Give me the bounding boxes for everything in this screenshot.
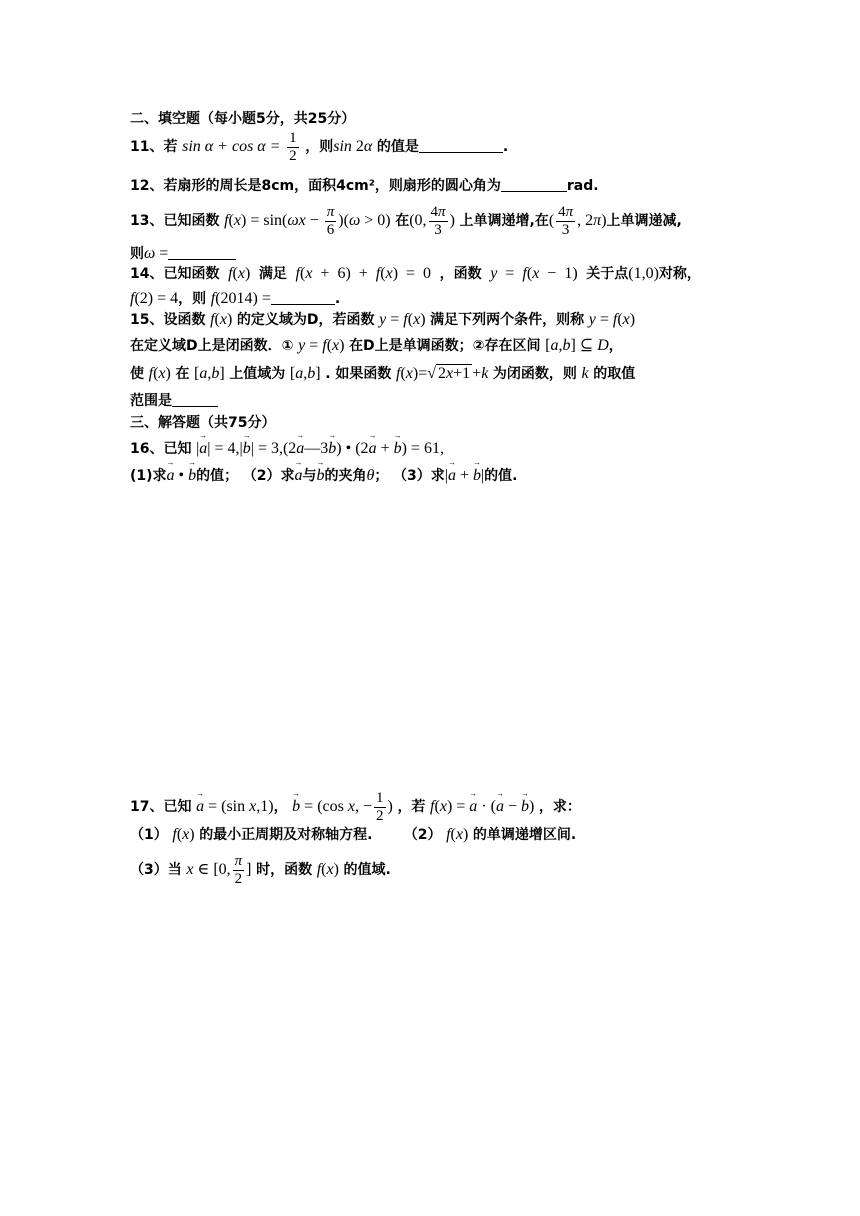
fraction-one-half: $\frac{1}{2}$ (289, 130, 297, 164)
question-15: 15、设函数 f(x) 的定义域为D，若函数 y = f(x) 满足下列两个条件，则称 y = f(x) (130, 311, 636, 328)
answer-blank (168, 245, 236, 260)
section-title-fill-in: 二、填空题（每小题5分，共25分） (130, 111, 356, 127)
question-16: 16、已知 |→ a| = 4,|→ b| = 3,(2→ a—3→ b) • (2→ a + → b) = 61, (130, 441, 444, 457)
answer-blank (172, 392, 218, 407)
q11-number: 11、 (130, 139, 164, 155)
question-13: 13、已知函数 f(x) = sin(ωx − $\frac{\pi}{6}$ )(ω > 0) 在(0, $\frac{4\pi}{3}$ ) 上单调递增,在( $\frac{4\pi}{3}$ , 2π)上单调递减, (130, 204, 682, 238)
question-15-line3: 使 f(x) 在 [a,b] 上值域为 [a,b] . 如果函数 f(x)=√ 2x+1 +k 为闭函数，则 k 的取值 (130, 365, 636, 382)
question-11: 11、若 sin α + cos α = $\frac{1}{2}$ ，则sin 2α 的值是 . (130, 130, 509, 164)
question-15-line4: 范围是 (130, 392, 218, 409)
question-14: 14、已知函数 f(x) 满足 f(x + 6) + f(x) = 0 ，函数 y = f(x − 1) 关于点(1,0)对称， (130, 265, 701, 282)
question-12: 12、若扇形的周长是8cm，面积4cm²，则扇形的圆心角为 rad. (130, 178, 599, 194)
question-17-part3: （3）当 x ∈ [0, $\frac{\pi}{2}$ ] 时，函数 f(x) 的值域. (130, 853, 391, 887)
question-17-part1-2: （1） f(x) 的最小正周期及对称轴方程. （2） f(x) 的单调递增区间. (130, 826, 577, 843)
answer-blank (419, 138, 503, 153)
answer-blank (501, 177, 567, 192)
question-14-line2: f(2) = 4，则 f(2014) = . (130, 290, 341, 307)
question-16-parts: (1)求→ a • → b的值； （2）求→ a与→ b的夹角θ； （3）求|→ a + → b|的值. (130, 468, 518, 484)
question-15-line2: 在定义域D上是闭函数．① y = f(x) 在D上是单调函数；②存在区间 [a,b] ⊆ D， (130, 337, 623, 354)
section-title-solutions: 三、解答题（共75分） (130, 415, 276, 431)
question-17: 17、已知 → a = (sin x,1)， → b = (cos x, − $\frac{1}{2}$ ) ，若 f(x) = → a · (→ a − → b) ，求： (130, 790, 581, 824)
answer-blank (271, 290, 335, 305)
question-13-line2: 则ω = (130, 245, 236, 262)
